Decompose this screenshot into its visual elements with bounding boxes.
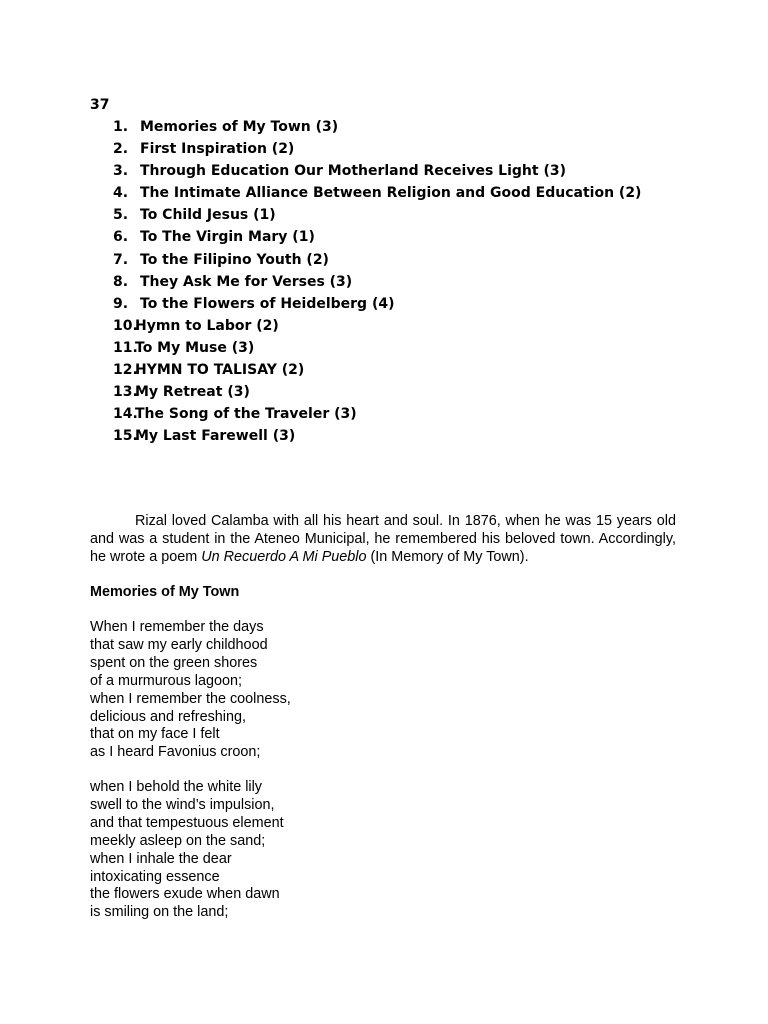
poem-line: when I remember the coolness, [90,690,291,707]
page-number: 37 [90,97,110,113]
list-item-number: 3. [113,163,129,180]
list-item-title: First Inspiration (2) [140,141,295,158]
list-item-title: To Child Jesus (1) [140,207,276,224]
list-item-number: 5. [113,207,129,224]
poem-line: When I remember the days [90,619,264,635]
poem-stanza [90,779,284,922]
list-item-number: 11. [113,339,138,356]
poem-line: the flowers exude when dawn [90,886,280,903]
list-item-title: The Intimate Alliance Between Religion and Good Education (2) [140,185,642,202]
list-item-number: 8. [113,273,129,290]
list-item [90,205,641,227]
list-item-title: My Retreat (3) [135,384,250,401]
intro-paragraph [90,512,676,566]
list-item-title: To The Virgin Mary (1) [140,229,315,246]
list-item [90,183,641,205]
list-item [90,338,641,360]
list-item [90,316,641,338]
list-item [90,426,641,448]
list-item [90,139,641,161]
intro-text: Rizal loved Calamba with all his heart and soul. In 1876, when he was 15 years old and was a student in the Ateneo Municipal, he remembered his beloved town. Accordingly, he wrote a poem [90,513,676,565]
poem-line: spent on the green shores [90,654,258,671]
list-item-title: To the Flowers of Heidelberg (4) [140,295,395,312]
list-item-number: 7. [113,251,129,268]
poem-line: is smiling on the land; [90,904,229,921]
list-item-title: Through Education Our Motherland Receives Light (3) [140,163,566,180]
list-item-number: 12. [113,362,138,379]
poem-line: and that tempestuous element [90,814,284,831]
list-item [90,250,641,272]
poem-line: of a murmurous lagoon; [90,672,242,689]
intro-text-end: (In Memory of My Town). [366,549,529,565]
list-item-title: Memories of My Town (3) [140,119,339,135]
list-item-title: HYMN TO TALISAY (2) [135,362,305,379]
poem-line: intoxicating essence [90,868,220,885]
section-title: Memories of My Town [90,584,240,600]
list-item-title: They Ask Me for Verses (3) [140,273,353,290]
poem-line: that saw my early childhood [90,636,268,653]
poem-stanza [90,619,291,762]
poem-line: when I inhale the dear [90,850,232,867]
list-item-title: Hymn to Labor (2) [135,317,279,334]
list-item-number: 10. [113,317,138,334]
list-item-number: 13. [113,384,138,401]
list-item-title: To My Muse (3) [135,339,255,356]
list-item-number: 14. [113,406,138,423]
list-item-number: 6. [113,229,129,246]
list-item [90,382,641,404]
list-item-number: 15. [113,428,138,445]
list-item-number: 4. [113,185,129,202]
list-item-number: 1. [113,119,129,135]
list-item-title: To the Filipino Youth (2) [140,251,329,268]
poem-spanish-title: Un Recuerdo A Mi Pueblo [201,549,367,565]
poem-line: when I behold the white lily [90,779,262,795]
poem-list [90,117,641,448]
poem-line: that on my face I felt [90,726,220,743]
poem-line: delicious and refreshing, [90,708,246,725]
list-item [90,161,641,183]
list-item [90,227,641,249]
list-item [90,272,641,294]
list-item [90,404,641,426]
list-item-number: 2. [113,141,129,158]
list-item [90,117,641,139]
list-item-number: 9. [113,295,129,312]
poem-line: swell to the wind’s impulsion, [90,796,275,813]
list-item-title: My Last Farewell (3) [135,428,296,445]
list-item [90,294,641,316]
list-item-title: The Song of the Traveler (3) [135,406,357,423]
poem-line: as I heard Favonius croon; [90,744,261,761]
list-item [90,360,641,382]
poem-line: meekly asleep on the sand; [90,832,266,849]
